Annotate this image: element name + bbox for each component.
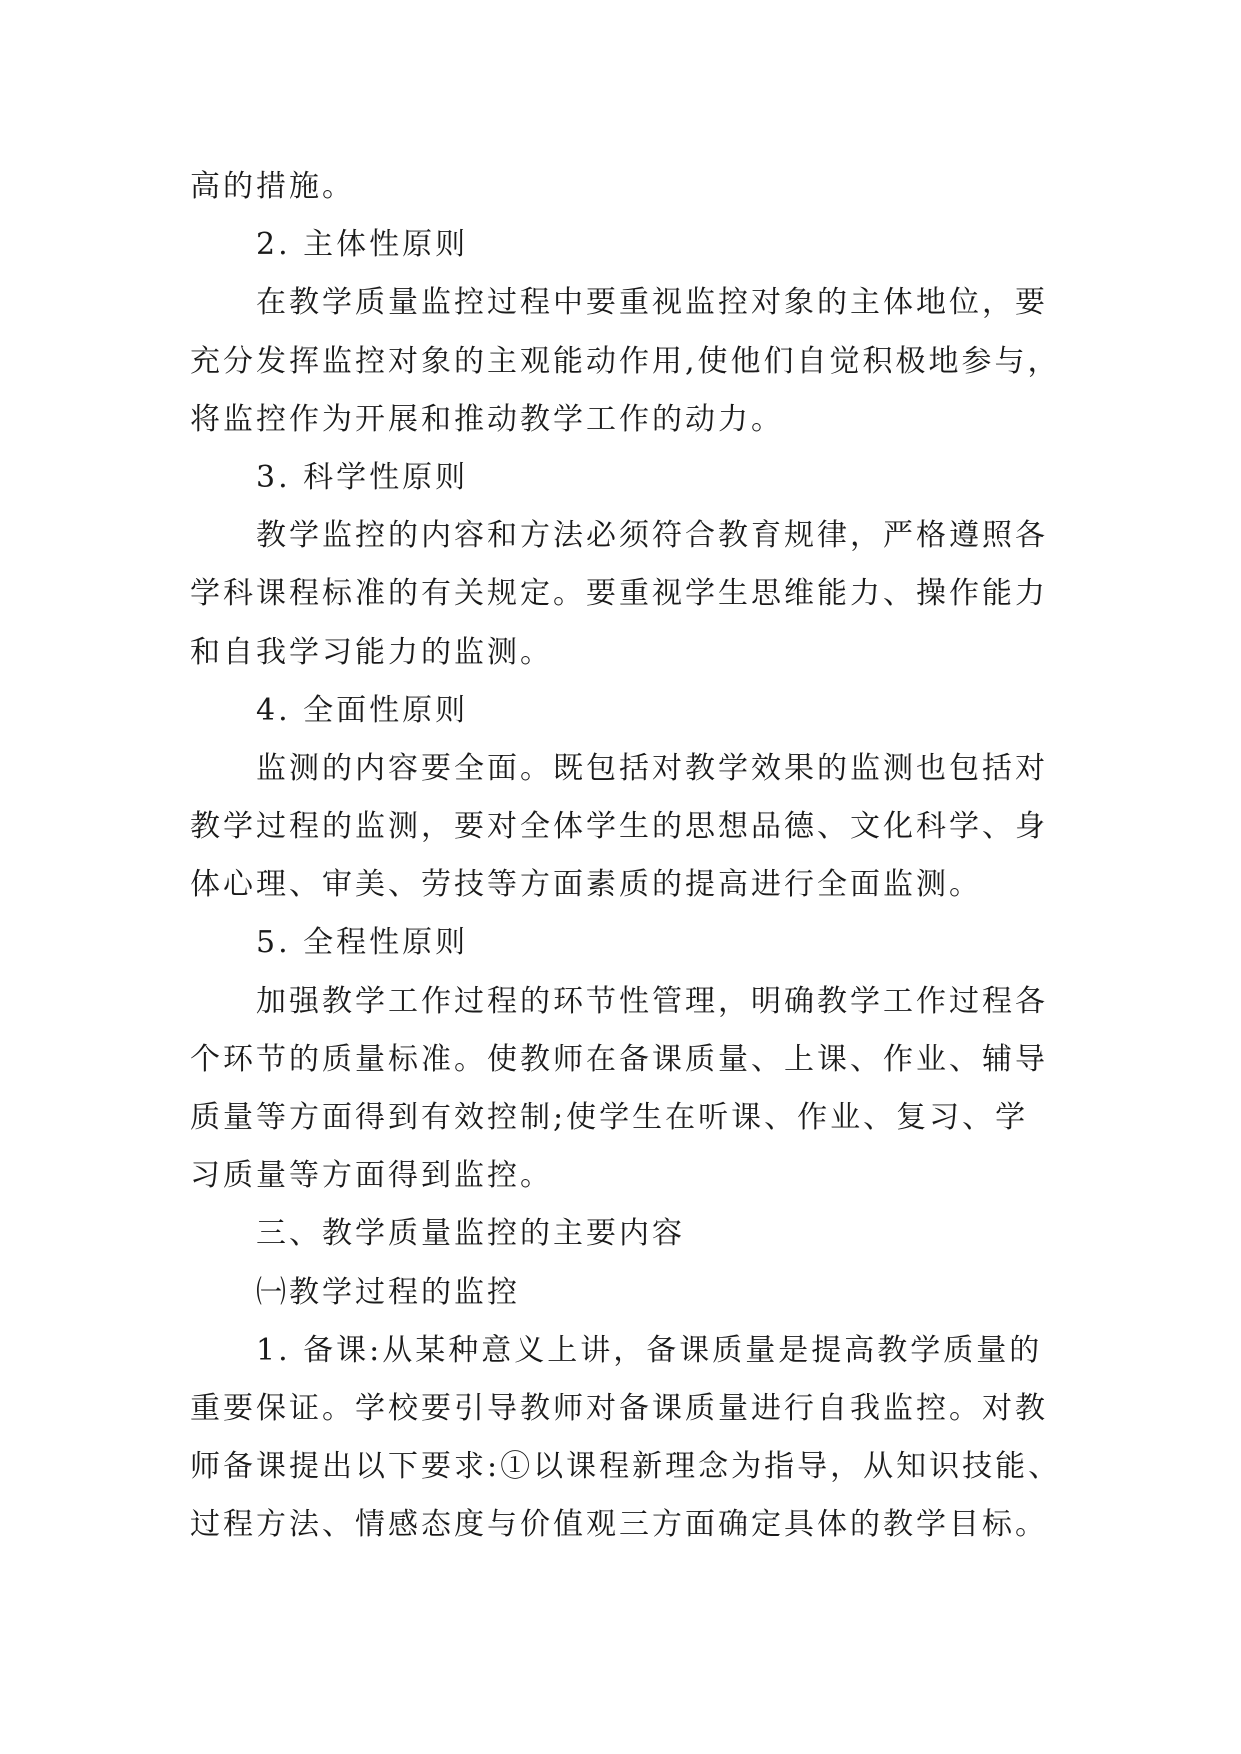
text-line: 学科课程标准的有关规定。要重视学生思维能力、操作能力 xyxy=(190,576,1048,612)
text-line: 质量等方面得到有效控制;使学生在听课、作业、复习、学 xyxy=(190,1100,1029,1135)
text-line: 和自我学习能力的监测。 xyxy=(190,634,553,670)
text-line: 将监控作为开展和推动教学工作的动力。 xyxy=(190,401,784,437)
text-line: 1. 备课:从某种意义上讲，备课质量是提高教学质量的 xyxy=(256,1332,1043,1368)
text-line: 重要保证。学校要引导教师对备课质量进行自我监控。对教 xyxy=(190,1390,1048,1426)
text-line: 教学监控的内容和方法必须符合教育规律，严格遵照各 xyxy=(256,518,1048,554)
text-line: 加强教学工作过程的环节性管理，明确教学工作过程各 xyxy=(256,983,1048,1019)
text-line: ㈠教学过程的监控 xyxy=(256,1274,520,1310)
text-line: 师备课提出以下要求:①以课程新理念为指导，从知识技能、 xyxy=(190,1449,1062,1485)
text-line: 2. 主体性原则 xyxy=(256,227,469,263)
text-line: 高的措施。 xyxy=(190,169,355,204)
text-line: 教学过程的监测，要对全体学生的思想品德、文化科学、身 xyxy=(190,809,1048,845)
document-body xyxy=(190,158,1062,1555)
text-line: 体心理、审美、劳技等方面素质的提高进行全面监测。 xyxy=(190,867,982,903)
text-line: 个环节的质量标准。使教师在备课质量、上课、作业、辅导 xyxy=(190,1041,1048,1077)
text-line: 5. 全程性原则 xyxy=(256,925,469,961)
text-line: 习质量等方面得到监控。 xyxy=(190,1158,553,1194)
text-line: 监测的内容要全面。既包括对教学效果的监测也包括对 xyxy=(256,750,1048,786)
text-line: 4. 全面性原则 xyxy=(256,692,469,728)
text-line: 三、教学质量监控的主要内容 xyxy=(256,1216,685,1252)
text-line: 充分发挥监控对象的主观能动作用,使他们自觉积极地参与， xyxy=(190,343,1061,379)
text-line: 3. 科学性原则 xyxy=(256,459,469,495)
text-line: 过程方法、情感态度与价值观三方面确定具体的教学目标。 xyxy=(190,1507,1048,1543)
text-line: 在教学质量监控过程中要重视监控对象的主体地位，要 xyxy=(256,285,1048,321)
